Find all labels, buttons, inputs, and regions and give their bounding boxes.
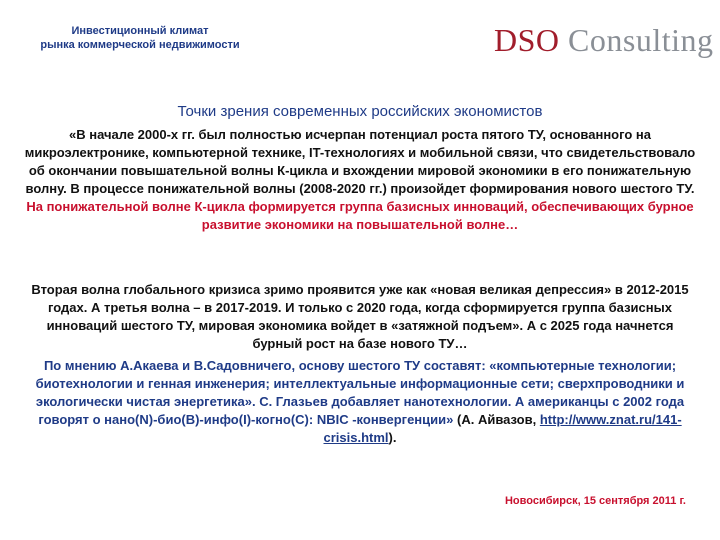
dateline: Новосибирск, 15 сентября 2011 г. xyxy=(504,495,686,507)
header-title-line2: рынка коммерческой недвижимости xyxy=(40,39,240,51)
logo-name: Consulting xyxy=(568,22,714,58)
paragraph-1-text: «В начале 2000-х гг. был полностью исчерпан потенциал роста пятого ТУ, основанного на микроэлектронике, компьютерной технике, IT-технологиях и мобильной связи, что свидетельствовало об окончании повышательной волны К-цикла и вхождении мировой экономики в его понижательную волну. В процессе понижательной волны (2008-2020 гг.) произойдет формирования нового шестого ТУ. xyxy=(24,127,696,196)
paragraph-1 xyxy=(24,126,696,234)
dso-consulting-logo xyxy=(494,20,713,60)
paragraph-3 xyxy=(24,357,696,447)
paragraph-3-text: По мнению А.Акаева и В.Садовничего, основу шестого ТУ составят: «компьютерные технологии; биотехнологии и генная инженерия; интеллектуальные информационные сети; сверхпроводники и экологически чистая энергетика». С. Глазьев добавляет нанотехнологии. А американцы с 2002 года говорят о нано(N)-био(B)-инфо(I)-когно(C): NBIC -конвергенции» xyxy=(35,358,685,427)
paragraph-3-author: (А. Айвазов, xyxy=(457,412,537,427)
header-title-line1: Инвестиционный климат xyxy=(71,25,209,37)
logo-brand: DSO xyxy=(494,22,560,58)
header-title xyxy=(10,24,270,52)
paragraph-2-text: Вторая волна глобального кризиса зримо проявится уже как «новая великая депрессия» в 2012-2015 годах. А третья волна – в 2017-2019. И только с 2020 года, когда сформируется группа базисных инноваций шестого ТУ, мировая экономика войдет в «затяжной подъем». А с 2025 года начнется бурный рост на базе нового ТУ… xyxy=(31,282,689,351)
paragraph-1-highlight: На понижательной волне К-цикла формируется группа базисных инноваций, обеспечивающих бурное развитие экономики на повышательной волне… xyxy=(26,199,694,232)
paragraph-3-suffix: ). xyxy=(388,430,397,445)
slide-subtitle: Точки зрения современных российских экономистов xyxy=(177,103,543,120)
source-link[interactable]: http://www.znat.ru/141-crisis.html xyxy=(323,412,682,445)
paragraph-2 xyxy=(24,281,696,353)
